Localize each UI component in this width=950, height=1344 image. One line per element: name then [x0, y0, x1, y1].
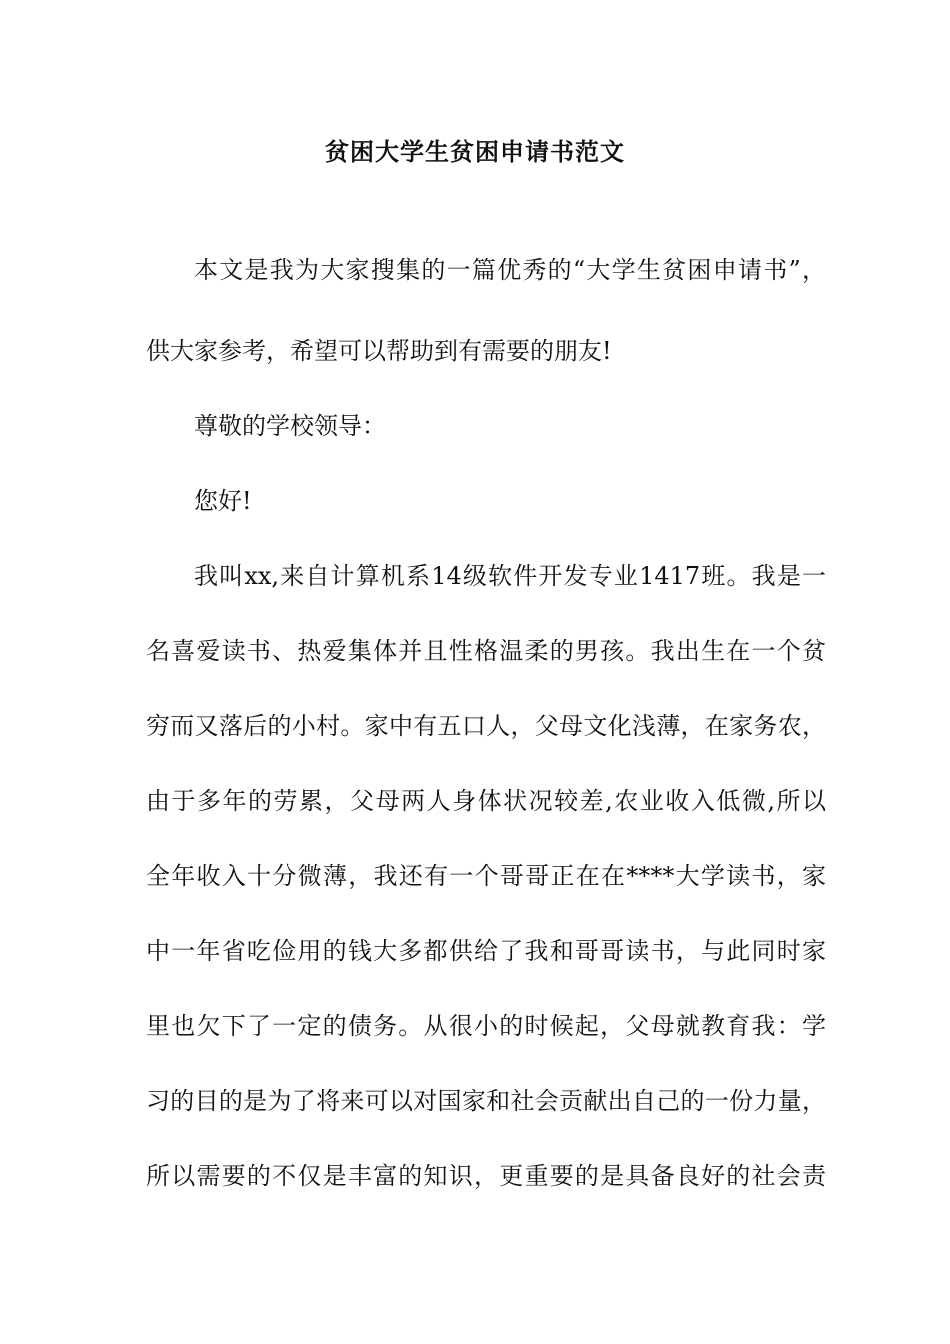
- salutation: 尊敬的学校领导：: [194, 412, 386, 440]
- paragraph-line: 我叫xx,来自计算机系14级软件开发专业1417班。我是一: [194, 562, 826, 590]
- document-title: 贫困大学生贫困申请书范文: [325, 138, 625, 166]
- paragraph-line: 穷而又落后的小村。家中有五口人，父母文化浅薄，在家务农，: [146, 712, 826, 740]
- greeting: 您好!: [194, 487, 252, 515]
- paragraph-line: 本文是我为大家搜集的一篇优秀的“大学生贫困申请书”，: [194, 256, 826, 284]
- paragraph-line: 所以需要的不仅是丰富的知识，更重要的是具备良好的社会责: [146, 1162, 826, 1190]
- paragraph-line: 里也欠下了一定的债务。从很小的时候起，父母就教育我：学: [146, 1012, 826, 1040]
- paragraph-line: 名喜爱读书、热爱集体并且性格温柔的男孩。我出生在一个贫: [146, 637, 826, 665]
- paragraph-line: 中一年省吃俭用的钱大多都供给了我和哥哥读书，与此同时家: [146, 937, 826, 965]
- paragraph-line: 全年收入十分微薄，我还有一个哥哥正在在****大学读书，家: [146, 862, 826, 890]
- paragraph-line: 供大家参考，希望可以帮助到有需要的朋友!: [146, 337, 612, 365]
- paragraph-line: 习的目的是为了将来可以对国家和社会贡献出自己的一份力量，: [146, 1087, 826, 1115]
- paragraph-line: 由于多年的劳累，父母两人身体状况较差,农业收入低微,所以: [146, 787, 826, 815]
